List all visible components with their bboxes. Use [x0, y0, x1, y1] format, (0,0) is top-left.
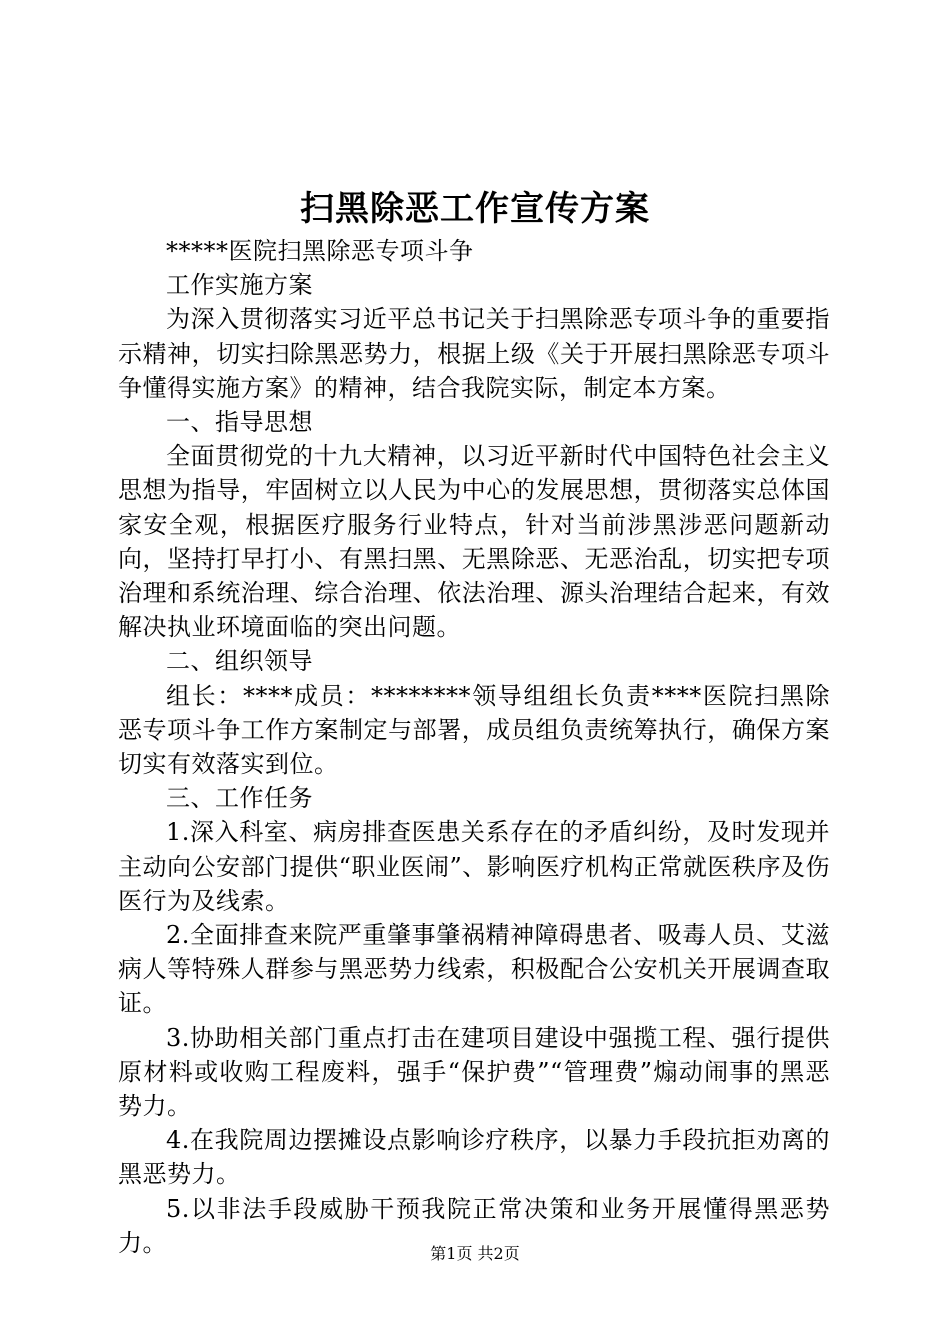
- document-title: 扫黑除恶工作宣传方案: [300, 189, 650, 229]
- section-heading-guiding-thought: 一、指导思想: [166, 408, 313, 437]
- paragraph-organization: 组长：****成员：********领导组组长负责****医院扫黑除恶专项斗争工作方案制定与部署，成员组负责统筹执行，确保方案切实有效落实到位。: [118, 681, 830, 779]
- task-item: 4.在我院周边摆摊设点影响诊疗秩序，以暴力手段抗拒劝离的黑恶势力。: [118, 1126, 830, 1189]
- task-item: 1.深入科室、病房排查医患关系存在的矛盾纠纷，及时发现并主动向公安部门提供“职业医闹”、影响医疗机构正常就医秩序及伤医行为及线索。: [118, 818, 830, 915]
- paragraph-hospital-name: *****医院扫黑除恶专项斗争: [166, 237, 474, 265]
- task-item: 2.全面排查来院严重肇事肇祸精神障碍患者、吸毒人员、艾滋病人等特殊人群参与黑恶势力线索，积极配合公安机关开展调查取证。: [118, 921, 830, 1018]
- task-item: 5.以非法手段威胁干预我院正常决策和业务开展懂得黑恶势力。: [118, 1194, 830, 1257]
- paragraph-guiding-thought: 全面贯彻党的十九大精神，以习近平新时代中国特色社会主义思想为指导，牢固树立以人民为中心的发展思想，贯彻落实总体国家安全观，根据医疗服务行业特点，针对当前涉黑涉恶问题新动向，坚持打早打小、有黑扫黑、无黑除恶、无恶治乱，切实把专项治理和系统治理、综合治理、依法治理、源头治理结合起来，有效解决执业环境面临的突出问题。: [118, 442, 830, 642]
- section-heading-organization: 二、组织领导: [166, 647, 313, 676]
- page-footer: 第1页 共2页: [430, 1244, 520, 1263]
- paragraph-subtitle: 工作实施方案: [166, 271, 313, 300]
- task-item: 3.协助相关部门重点打击在建项目建设中强揽工程、强行提供原材料或收购工程废料，强手“保护费”“管理费”煽动闹事的黑恶势力。: [118, 1023, 830, 1121]
- paragraph-intro: 为深入贯彻落实习近平总书记关于扫黑除恶专项斗争的重要指示精神，切实扫除黑恶势力，根据上级《关于开展扫黑除恶专项斗争懂得实施方案》的精神，结合我院实际，制定本方案。: [118, 305, 830, 402]
- section-heading-tasks: 三、工作任务: [166, 784, 313, 813]
- document-body: [118, 234, 830, 1260]
